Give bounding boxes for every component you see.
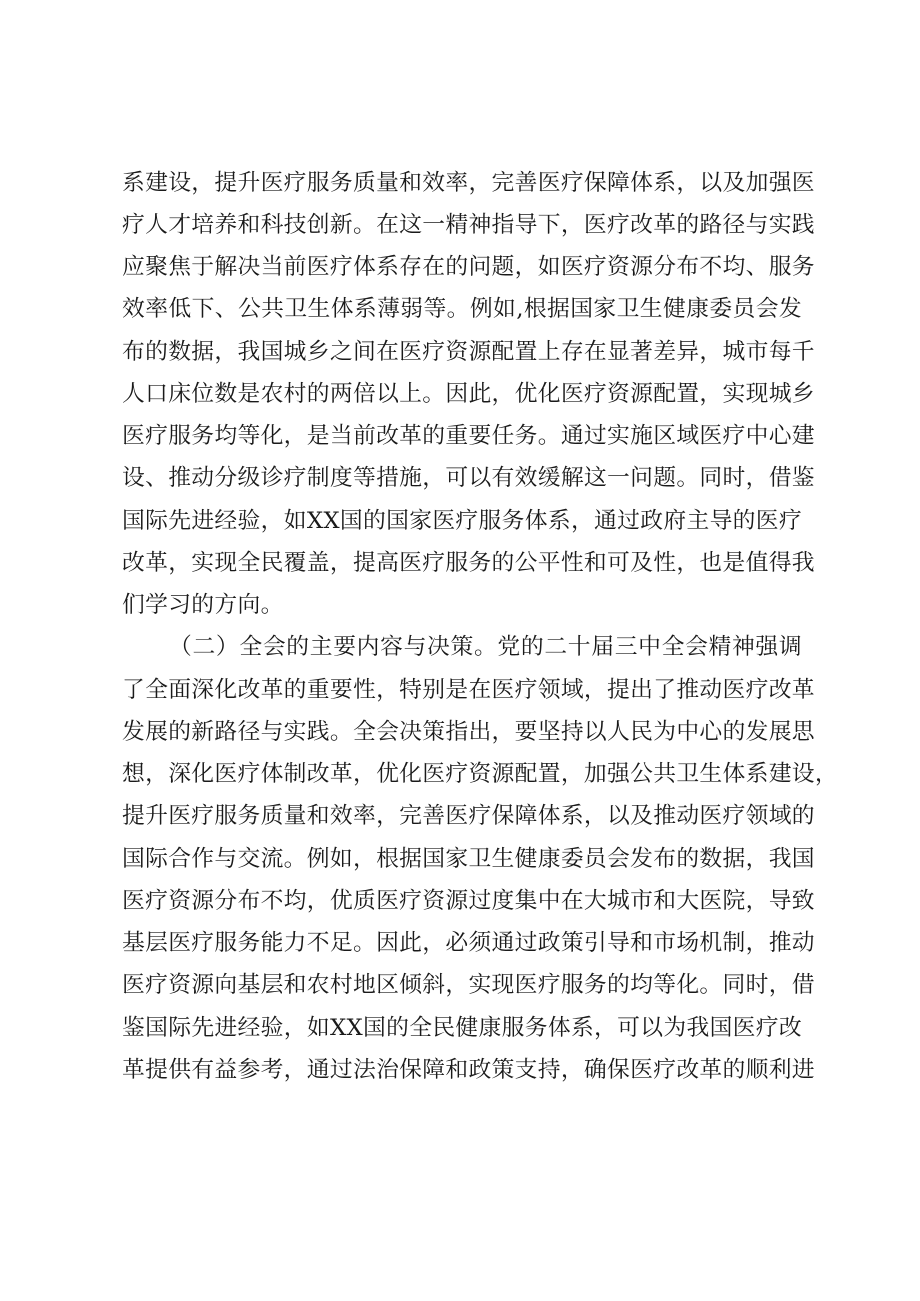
paragraph-2-line: （二）全会的主要内容与决策。党的二十届三中全会精神强调 — [169, 634, 802, 660]
paragraph-2-line: 医疗资源分布不均，优质医疗资源过度集中在大城市和大医院，导致 — [122, 888, 815, 914]
paragraph-2-line: 革提供有益参考，通过法治保障和政策支持，确保医疗改革的顺利进 — [122, 1057, 815, 1083]
paragraph-1-line: 设、推动分级诊疗制度等措施，可以有效缓解这一问题。同时，借鉴 — [122, 465, 815, 491]
paragraph-2-line: 提升医疗服务质量和效率，完善医疗保障体系，以及推动医疗领域的 — [122, 803, 815, 829]
paragraph-2-line: 基层医疗服务能力不足。因此，必须通过政策引导和市场机制，推动 — [122, 930, 815, 956]
paragraph-2-line: 了全面深化改革的重要性，特别是在医疗领域，提出了推动医疗改革 — [122, 677, 815, 703]
paragraph-1-line: 疗人才培养和科技创新。在这一精神指导下，医疗改革的路径与实践 — [122, 212, 815, 238]
paragraph-1-line: 布的数据，我国城乡之间在医疗资源配置上存在显著差异，城市每千 — [122, 339, 815, 365]
paragraph-1-line: 人口床位数是农村的两倍以上。因此，优化医疗资源配置，实现城乡 — [122, 381, 815, 407]
paragraph-1-line: 医疗服务均等化，是当前改革的重要任务。通过实施区域医疗中心建 — [122, 423, 815, 449]
paragraph-2-line: 鉴国际先进经验，如XX国的全民健康服务体系，可以为我国医疗改 — [122, 1015, 802, 1041]
paragraph-1-line: 系建设，提升医疗服务质量和效率，完善医疗保障体系，以及加强医 — [122, 170, 815, 196]
paragraph-1-line: 国际先进经验，如XX国的国家医疗服务体系，通过政府主导的医疗 — [122, 508, 802, 534]
paragraph-1-line: 应聚焦于解决当前医疗体系存在的问题，如医疗资源分布不均、服务 — [122, 254, 815, 280]
paragraph-2-line: 医疗资源向基层和农村地区倾斜，实现医疗服务的均等化。同时，借 — [122, 972, 815, 998]
paragraph-1-line: 效率低下、公共卫生体系薄弱等。例如,根据国家卫生健康委员会发 — [122, 296, 802, 322]
paragraph-1-line: 改革，实现全民覆盖，提高医疗服务的公平性和可及性，也是值得我 — [122, 550, 815, 576]
paragraph-2-line: 国际合作与交流。例如，根据国家卫生健康委员会发布的数据，我国 — [122, 846, 815, 872]
paragraph-2-line: 发展的新路径与实践。全会决策指出，要坚持以人民为中心的发展思 — [122, 719, 815, 745]
paragraph-2-line: 想，深化医疗体制改革，优化医疗资源配置，加强公共卫生体系建设， — [122, 761, 839, 787]
paragraph-1-line: 们学习的方向。 — [122, 592, 284, 618]
